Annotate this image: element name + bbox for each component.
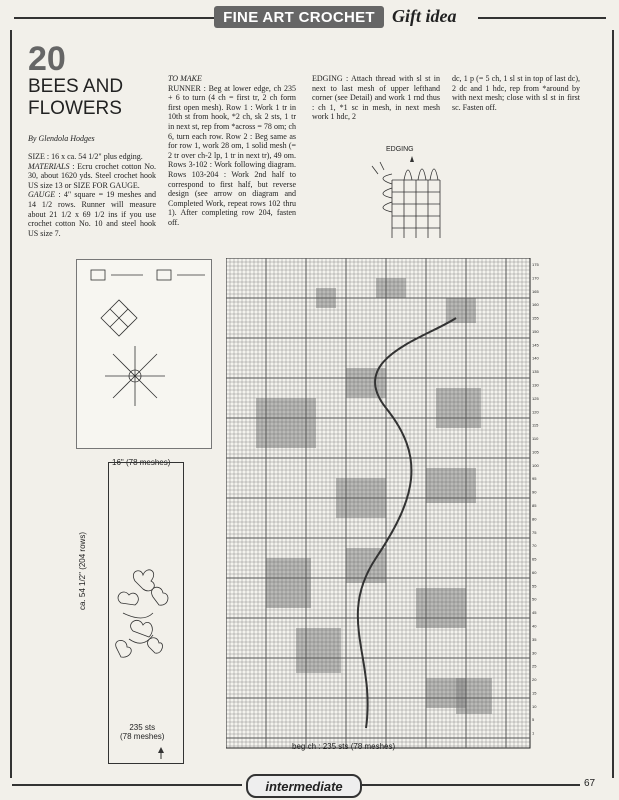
row-number: 110 [532,436,539,442]
materials-label: MATERIALS [28,161,70,171]
page-number: 67 [584,778,596,789]
meshes-value: (78 meshes) [120,732,165,741]
edging-detail [360,140,450,240]
row-number: 60 [532,569,537,575]
row-number: 125 [532,395,539,401]
stitch-key-diagram [76,259,212,449]
edging-diagram [360,140,450,240]
start-arrow-icon [410,156,414,162]
row-number: 15 [532,690,537,696]
row-number: 65 [532,556,537,562]
row-number: 135 [532,369,539,375]
row-number: 155 [532,315,539,321]
runner-stitch-count [120,723,164,741]
row-number: 85 [532,503,537,508]
row-number: 10 [532,703,537,709]
header-rule [14,17,214,19]
title-line-2: FLOWERS [28,98,122,119]
row-number: 45 [532,610,537,616]
edging-text: EDGING : Attach thread with sl st in next to last mesh of upper lefthand corner (see Detail) and work 1 rnd thus : ch 1, *1 sc in mesh, in next mesh work 1 hdc, 2 [312,74,440,122]
row-number: 145 [532,342,539,348]
row-number: 165 [532,288,539,294]
edging-text-cont: dc, 1 p (= 5 ch, 1 sl st in top of last dc), 2 dc and 1 hdc, rep from *around by with next mesh; close with sl st in first sc. Fasten off. [452,74,580,112]
pattern-number: 20 [28,40,66,78]
author-credit: By Glendola Hodges [28,134,95,143]
column-2 [168,74,296,228]
pattern-title [28,76,168,120]
row-number: 80 [532,516,537,522]
row-number: 100 [532,462,539,468]
row-number: 140 [532,355,539,361]
skill-level-badge: intermediate [246,774,362,798]
to-make-heading: TO MAKE [168,74,202,83]
runner-width-label: 16" (78 meshes) [112,458,171,467]
row-number: 25 [532,663,537,669]
section-title: FINE ART CROCHET [214,6,384,28]
runner-motifs [109,463,183,763]
column-4 [452,74,580,112]
row-number: 70 [532,543,537,549]
row-number: 1 [532,730,535,736]
row-number: 55 [532,583,537,589]
gauge-label: GAUGE [28,190,56,200]
materials-body: : Ecru crochet cotton No. 30, about 1620 yds. Steel crochet hook US size 13 or SIZE FOR GAUGE. [28,161,157,190]
materials-text [28,162,156,191]
row-number: 105 [532,449,539,455]
chart-grid [226,258,542,756]
title-line-1: BEES AND [28,76,124,97]
up-arrow-icon [158,747,164,753]
row-number: 130 [532,382,539,388]
row-number: 20 [532,677,537,683]
row-number: 160 [532,302,539,308]
row-number: 150 [532,328,539,334]
row-number: 30 [532,650,537,656]
row-number: 40 [532,623,537,629]
gift-idea-label: Gift idea [392,6,457,26]
row-number: 35 [532,636,537,642]
sts-value: 235 sts [129,723,156,732]
row-number: 75 [532,529,537,535]
row-number: 50 [532,596,537,602]
runner-length-label: ca. 54 1/2" (204 rows) [78,532,87,610]
column-3 [312,74,440,122]
row-number: 175 [532,262,539,267]
footer-rule-left [12,784,242,786]
footer-rule-right [362,784,580,786]
column-1 [28,152,156,238]
row-number: 170 [532,275,539,281]
gauge-body: : 4" square = 19 meshes and 14 1/2 rows. Runner will measure about 21 1/2 x 69 1/2 ins if you use crochet cotton No. 10 and steel hook US size 7. [28,190,157,238]
key-svg [77,260,211,448]
gauge-text [28,190,156,238]
row-number: 5 [532,717,535,723]
runner-text: RUNNER : Beg at lower edge, ch 235 + 6 to turn (4 ch = first tr, 2 ch form first open mesh). Row 1 : Work 1 tr in 10th st from hook, *2 ch, sk 2 sts, 1 tr in next st, rep from *across = 78 om; ch 6, turn each row. Row 2 : Beg same as for row 1, work 28 om, 1 solid mesh (= 2 tr over ch-2 lp, 1 tr in next tr), 49 om. Rows 3-102 : Work following diagram. Rows 103-204 : Work 2nd half to correspond to first half, but reverse design (see arrow on diagram and Completed Work, repeat rows 102 thru 1). After completing row 204, fasten off. [168,83,296,227]
runner-outline [108,462,184,764]
row-number: 95 [532,476,537,482]
row-number: 115 [532,422,539,428]
size-text: SIZE : 16 x ca. 54 1/2" plus edging. [28,152,143,161]
header-rule-right [478,17,606,19]
edging-label: EDGING [386,146,414,153]
filet-chart [226,258,542,756]
row-number: 120 [532,409,539,415]
row-number: 90 [532,489,537,495]
beg-chain-label: beg ch : 235 sts (78 meshes) [292,742,396,751]
